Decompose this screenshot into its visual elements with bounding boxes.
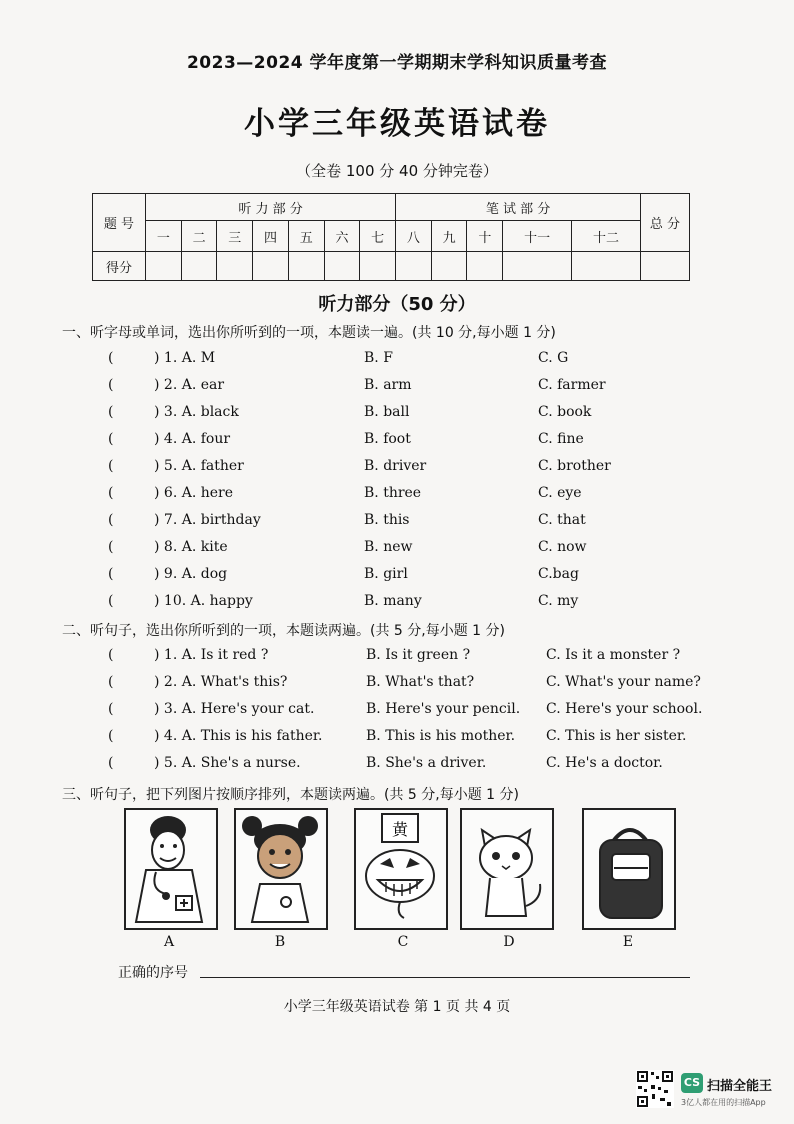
option-a: ) 8. A. kite xyxy=(154,539,228,555)
q1-item xyxy=(108,404,748,426)
option-b: B. This is his mother. xyxy=(366,728,516,744)
option-b: B. What's that? xyxy=(366,674,475,690)
answer-paren-open[interactable]: ( xyxy=(108,485,114,501)
option-c: C. What's your name? xyxy=(546,674,701,690)
picture-e-schoolbag xyxy=(582,808,676,930)
picture-a-doctor xyxy=(124,808,218,930)
option-a: ) 2. A. What's this? xyxy=(154,674,288,690)
score-cell[interactable] xyxy=(146,252,182,281)
answer-paren-open[interactable]: ( xyxy=(108,404,114,420)
option-c: C. now xyxy=(538,539,587,555)
option-c: C. Here's your school. xyxy=(546,701,703,717)
exam-header: 2023—2024 学年度第一学期期末学科知识质量考查 xyxy=(186,53,608,73)
answer-paren-open[interactable]: ( xyxy=(108,431,114,447)
q1-item xyxy=(108,458,748,480)
col-11: 十一 xyxy=(503,221,572,252)
pumpkin-sign-label: 黄 xyxy=(391,820,409,839)
option-a: ) 1. A. Is it red ? xyxy=(154,647,269,663)
exam-title: 小学三年级英语试卷 xyxy=(244,106,550,142)
option-c: C. my xyxy=(538,593,579,609)
picture-label-e: E xyxy=(622,934,634,950)
answer-paren-open[interactable]: ( xyxy=(108,674,114,690)
option-a: ) 5. A. father xyxy=(154,458,244,474)
score-cell[interactable] xyxy=(503,252,572,281)
q2-item xyxy=(108,755,748,777)
scanner-logo-icon: CS xyxy=(681,1073,703,1093)
score-cell[interactable] xyxy=(217,252,253,281)
option-c: C. eye xyxy=(538,485,582,501)
option-c: C. book xyxy=(538,404,592,420)
score-cell[interactable] xyxy=(467,252,503,281)
answer-paren-open[interactable]: ( xyxy=(108,647,114,663)
option-b: B. driver xyxy=(364,458,427,474)
option-b: B. Is it green ? xyxy=(366,647,471,663)
page-footer: 小学三年级英语试卷 第 1 页 共 4 页 xyxy=(283,999,511,1015)
picture-b-girl xyxy=(234,808,328,930)
q1-item xyxy=(108,566,748,588)
answer-paren-open[interactable]: ( xyxy=(108,350,114,366)
answer-paren-open[interactable]: ( xyxy=(108,728,114,744)
col-7: 七 xyxy=(360,221,396,252)
option-a: ) 3. A. Here's your cat. xyxy=(154,701,315,717)
answer-paren-open[interactable]: ( xyxy=(108,539,114,555)
option-b: B. arm xyxy=(364,377,412,393)
option-c: C. farmer xyxy=(538,377,606,393)
option-a: ) 5. A. She's a nurse. xyxy=(154,755,301,771)
answer-paren-open[interactable]: ( xyxy=(108,458,114,474)
option-b: B. F xyxy=(364,350,393,366)
option-b: B. this xyxy=(364,512,410,528)
q1-item xyxy=(108,512,748,534)
option-b: B. new xyxy=(364,539,413,555)
score-cell[interactable] xyxy=(360,252,396,281)
option-a: ) 4. A. This is his father. xyxy=(154,728,323,744)
picture-d-cat xyxy=(460,808,554,930)
score-cell[interactable] xyxy=(396,252,432,281)
qr-code-icon xyxy=(636,1070,674,1108)
q1-item xyxy=(108,593,748,615)
col-12: 十二 xyxy=(572,221,641,252)
score-cell[interactable] xyxy=(324,252,360,281)
col-6: 六 xyxy=(324,221,360,252)
answer-paren-open[interactable]: ( xyxy=(108,755,114,771)
answer-paren-open[interactable]: ( xyxy=(108,566,114,582)
q1-item xyxy=(108,350,748,372)
option-b: B. ball xyxy=(364,404,410,420)
option-b: B. girl xyxy=(364,566,408,582)
q2-item xyxy=(108,647,748,669)
answer-paren-open[interactable]: ( xyxy=(108,701,114,717)
option-c: C. He's a doctor. xyxy=(546,755,663,771)
answer-label: 正确的序号 xyxy=(118,965,188,981)
picture-c-pumpkin xyxy=(354,808,448,930)
total-label: 总 分 xyxy=(641,194,690,252)
q1-heading: 一、听字母或单词，选出你所听到的一项，本题读一遍。(共 10 分,每小题 1 分) xyxy=(62,325,556,341)
schoolbag-icon xyxy=(584,810,674,928)
q1-item xyxy=(108,485,748,507)
label-tihao: 题 号 xyxy=(93,194,146,252)
q2-item xyxy=(108,674,748,696)
answer-paren-open[interactable]: ( xyxy=(108,512,114,528)
option-a: ) 4. A. four xyxy=(154,431,231,447)
q1-item xyxy=(108,431,748,453)
picture-label-b: B xyxy=(274,934,286,950)
score-cell[interactable] xyxy=(288,252,324,281)
answer-paren-open[interactable]: ( xyxy=(108,593,114,609)
option-b: B. Here's your pencil. xyxy=(366,701,521,717)
option-c: C.bag xyxy=(538,566,579,582)
listening-part-label: 听 力 部 分 xyxy=(146,194,396,221)
label-defen: 得分 xyxy=(93,252,146,281)
q2-item xyxy=(108,701,748,723)
score-cell[interactable] xyxy=(181,252,217,281)
answer-paren-open[interactable]: ( xyxy=(108,377,114,393)
score-cell[interactable] xyxy=(641,252,690,281)
listening-section-title: 听力部分（50 分） xyxy=(318,294,476,315)
score-table xyxy=(92,193,690,281)
option-a: ) 7. A. birthday xyxy=(154,512,261,528)
q2-heading: 二、听句子，选出你所听到的一项，本题读两遍。(共 5 分,每小题 1 分) xyxy=(62,623,505,639)
option-c: C. This is her sister. xyxy=(546,728,687,744)
option-a: ) 2. A. ear xyxy=(154,377,225,393)
option-a: ) 6. A. here xyxy=(154,485,234,501)
col-1: 一 xyxy=(146,221,182,252)
col-5: 五 xyxy=(288,221,324,252)
col-10: 十 xyxy=(467,221,503,252)
col-9: 九 xyxy=(431,221,467,252)
option-c: C. that xyxy=(538,512,586,528)
option-b: B. many xyxy=(364,593,422,609)
option-b: B. three xyxy=(364,485,422,501)
option-a: ) 1. A. M xyxy=(154,350,216,366)
exam-subtitle: （全卷 100 分 40 分钟完卷） xyxy=(296,162,498,180)
option-c: C. fine xyxy=(538,431,584,447)
col-8: 八 xyxy=(396,221,432,252)
option-a: ) 3. A. black xyxy=(154,404,239,420)
score-cell[interactable] xyxy=(431,252,467,281)
option-c: C. Is it a monster ? xyxy=(546,647,681,663)
score-cell[interactable] xyxy=(253,252,289,281)
writing-part-label: 笔 试 部 分 xyxy=(396,194,641,221)
option-c: C. brother xyxy=(538,458,611,474)
picture-label-d: D xyxy=(503,934,515,950)
option-b: B. foot xyxy=(364,431,411,447)
scanner-name: 扫描全能王 xyxy=(707,1079,773,1094)
col-4: 四 xyxy=(253,221,289,252)
col-3: 三 xyxy=(217,221,253,252)
score-cell[interactable] xyxy=(572,252,641,281)
option-a: ) 9. A. dog xyxy=(154,566,228,582)
picture-label-a: A xyxy=(163,934,175,950)
q1-item xyxy=(108,377,748,399)
q1-item xyxy=(108,539,748,561)
answer-line[interactable] xyxy=(200,977,690,978)
q2-item xyxy=(108,728,748,750)
girl-icon xyxy=(236,810,326,928)
col-2: 二 xyxy=(181,221,217,252)
q3-heading: 三、听句子，把下列图片按顺序排列，本题读两遍。(共 5 分,每小题 1 分) xyxy=(62,787,519,803)
option-a: ) 10. A. happy xyxy=(154,593,253,609)
scanner-slogan: 3亿人都在用的扫描App xyxy=(681,1098,766,1107)
option-c: C. G xyxy=(538,350,569,366)
picture-label-c: C xyxy=(397,934,409,950)
option-b: B. She's a driver. xyxy=(366,755,487,771)
pumpkin-icon xyxy=(356,810,446,928)
cat-icon xyxy=(462,810,552,928)
doctor-icon xyxy=(126,810,216,928)
